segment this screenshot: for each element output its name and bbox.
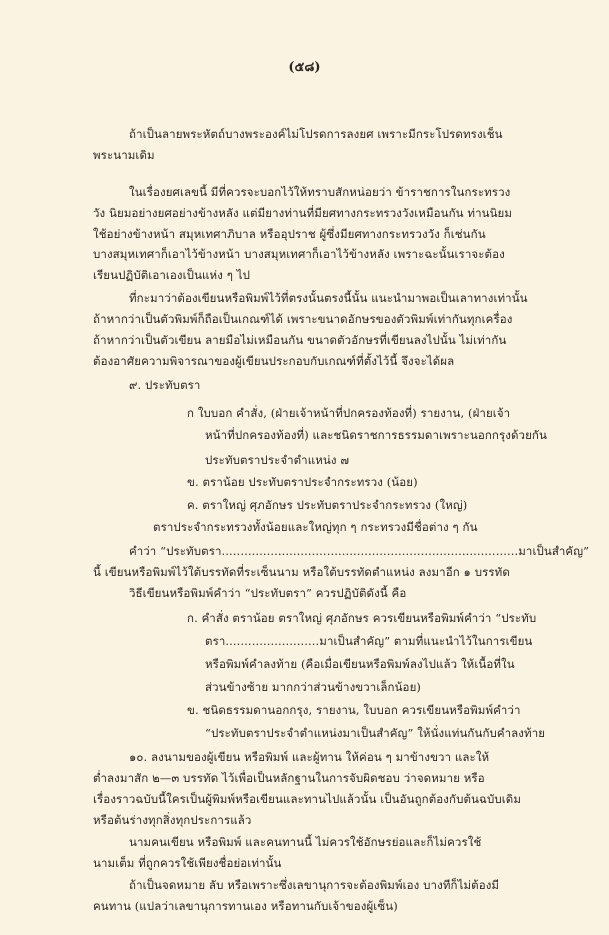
text-line: ก. คำสั่ง ตราน้อย ตราใหญ่ ศุภอักษร ควรเขียนหรือพิมพ์คำว่า “ประทับ: [187, 611, 537, 625]
text-line: นามคนเขียน หรือพิมพ์ และคนทานนี้ ไม่ควรใช้อักษรย่อและก็ไม่ควรใช้: [129, 835, 482, 849]
text-line: ต้องอาศัยความพิจารณาของผู้เขียนประกอบกับเกณฑ์ที่ตั้งไว้นี้ จึงจะได้ผล: [93, 354, 455, 368]
text-line: ข. ตราน้อย ประทับตราประจำกระทรวง (น้อย): [187, 475, 418, 489]
text-line: วิธีเขียนหรือพิมพ์คำว่า “ประทับตรา” ควรปฏิบัติดังนี้ คือ: [129, 586, 407, 600]
text-line: บางสมุหเทศาก็เอาไว้ข้างหน้า บางสมุหเทศาก็เอาไว้ข้างหลัง เพราะฉะนั้นเราจะต้อง: [93, 247, 505, 261]
text-line: ข. ชนิดธรรมดานอกกรุง, รายงาน, ใบบอก ควรเขียนหรือพิมพ์คำว่า: [187, 703, 521, 717]
text-line: นี้ เขียนหรือพิมพ์ไว้ใต้บรรทัดที่ระเซ็นนาม หรือใต้บรรทัดตำแหน่ง ลงมาอีก ๑ บรรทัด: [93, 565, 510, 579]
text-line: ๑๐. ลงนามของผู้เขียน หรือพิมพ์ และผู้ทาน ให้ค่อน ๆ มาข้างขวา และให้: [129, 750, 490, 764]
text-line: นามเต็ม ที่ถูกควรใช้เพียงชื่อย่อเท่านั้น: [93, 856, 282, 870]
text-line: ในเรื่องยศเลขนี้ มีที่ควรจะบอกไว้ให้ทราบสักหน่อยว่า ข้าราชการในกระทรวง: [129, 185, 511, 199]
text-line: ถ้าหากว่าเป็นตัวเขียน ลายมือไม่เหมือนกัน ขนาดตัวอักษรที่เขียนลงไปนั้น ไม่เท่ากัน: [93, 333, 507, 347]
text-line: คนทาน (แปลว่าเลขานุการทานเอง หรือทานกับเจ้าของผู้เซ็น): [93, 899, 398, 913]
text-line: ประทับตราประจำตำแหน่ง ๗: [205, 453, 350, 467]
text-line: เรียนปฏิบัติเอาเองเป็นแห่ง ๆ ไป: [93, 268, 251, 282]
text-line: หรือพิมพ์คำลงท้าย (คือเมื่อเขียนหรือพิมพ์ลงไปแล้ว ให้เนื้อที่ใน: [205, 657, 515, 671]
text-line: หรือต้นร่างทุกสิ่งทุกประการแล้ว: [93, 813, 252, 827]
text-line: ๙. ประทับตรา: [129, 378, 201, 392]
page-number: (๕๘): [288, 60, 321, 75]
text-line: คำว่า “ประทับตรา...............................................................................มาเป็นสำคัญ”: [129, 544, 590, 558]
text-line: พระนามเดิม: [93, 148, 155, 162]
text-line: ตรา.........................มาเป็นสำคัญ” ตามที่แนะนำไว้ในการเขียน: [205, 634, 533, 648]
text-line: ที่กะมาว่าต้องเขียนหรือพิมพ์ไว้ที่ตรงนั้นตรงนี้นั้น แนะนำมาพอเป็นเลาทางเท่านั้น: [129, 291, 528, 305]
text-line: ใช้อย่างข้างหน้า สมุหเทศาภิบาล หรืออุปราช ผู้ซึ่งมียศทางกระทรวงวัง ก็เช่นกัน: [93, 227, 486, 241]
text-line: ก ใบบอก คำสั่ง, (ฝ่ายเจ้าหน้าที่ปกครองท้องที่) รายงาน, (ฝ่ายเจ้า: [187, 406, 511, 420]
text-line: ถ้าเป็นลายพระหัตถ์บางพระองค์ไม่โปรดการลงยศ เพราะมีกระโปรดทรงเช็น: [129, 127, 503, 141]
text-line: ต่ำลงมาสัก ๒—๓ บรรทัด ไว้เพื่อเป็นหลักฐานในการจับผิดชอบ ว่าจดหมาย หรือ: [93, 771, 485, 785]
text-line: วัง นิยมอย่างยศอย่างข้างหลัง แต่มียางท่านที่มียศทางกระทรวงวังเหมือนกัน ท่านนิยม: [93, 206, 513, 220]
text-line: ค. ตราใหญ่ ศุภอักษร ประทับตราประจำกระทรวง (ใหญ่): [187, 498, 468, 512]
text-line: เรื่องราวฉบับนี้ใครเป็นผู้พิมพ์หรือเขียนและทานไปแล้วนั้น เป็นอันถูกต้องกับต้นฉบับเดิม: [93, 792, 522, 806]
text-line: ส่วนข้างซ้าย มากกว่าส่วนข้างขวาเล็กน้อย): [205, 680, 421, 694]
text-line: หน้าที่ปกครองท้องที่) และชนิดราชการธรรมดาเพราะนอกกรุงด้วยกัน: [205, 428, 547, 442]
text-line: ถ้าหากว่าเป็นตัวพิมพ์ก็ถือเป็นเกณฑ์ได้ เพราะขนาดอักษรของตัวพิมพ์เท่ากันทุกเครื่อง: [93, 312, 513, 326]
text-line: ตราประจำกระทรวงทั้งน้อยและใหญ่ทุก ๆ กระทรวงมีชื่อต่าง ๆ กัน: [153, 520, 478, 534]
text-line: ถ้าเป็นจดหมาย ลับ หรือเพราะซึ่งเลขานุการจะต้องพิมพ์เอง บางทีก็ไม่ต้องมี: [129, 878, 500, 892]
text-line: “ประทับตราประจำตำแหน่งมาเป็นสำคัญ” ให้นั่งแท่นกันกับคำลงท้าย: [205, 726, 546, 740]
